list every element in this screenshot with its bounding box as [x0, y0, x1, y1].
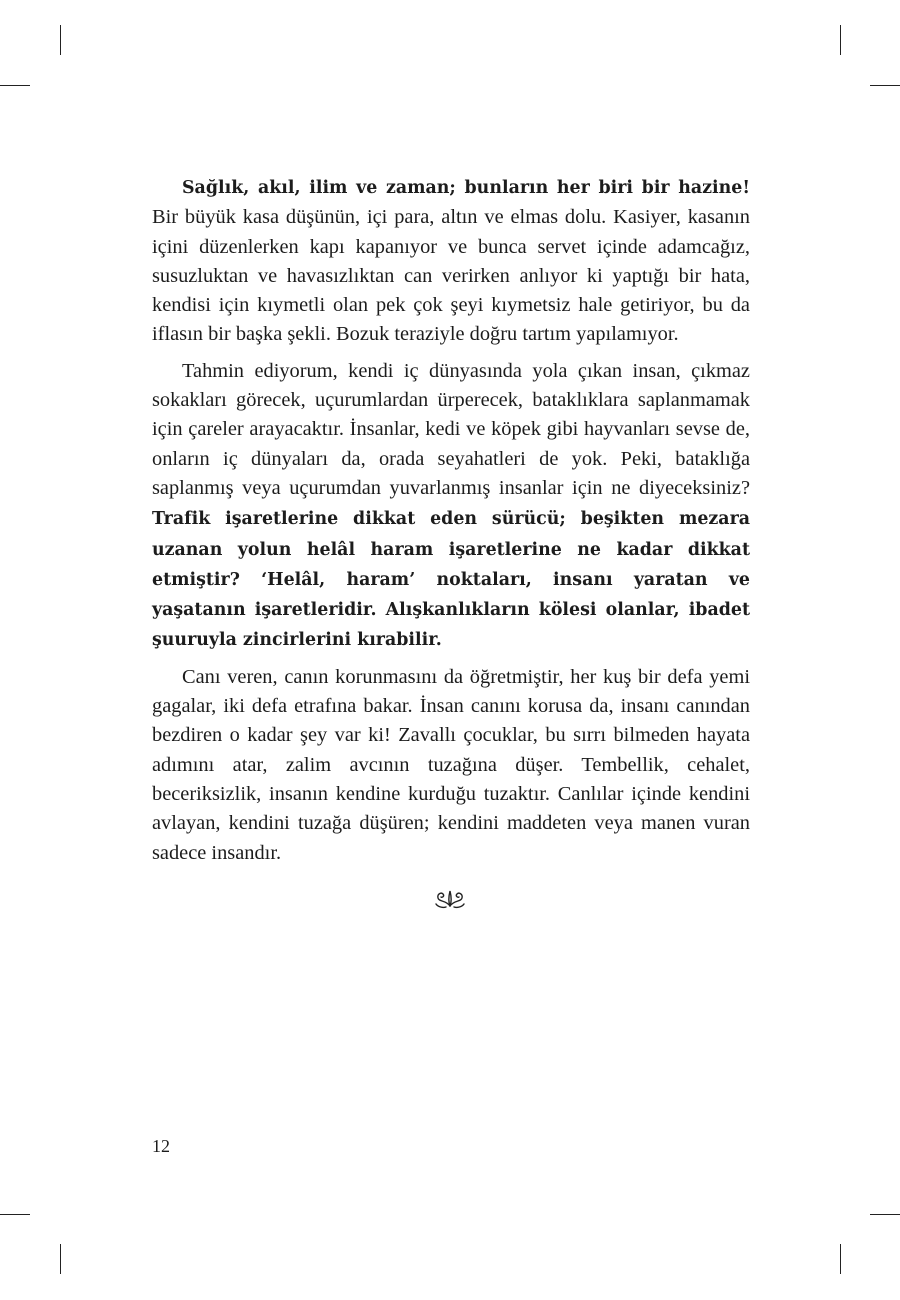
- paragraph-1: [152, 173, 750, 350]
- body-text: [152, 173, 750, 875]
- crop-mark-bottom-right-h: [870, 1214, 900, 1215]
- paragraph-2-bold-tail: Trafik işaretlerine dikkat eden sürücü; beşikten mezara uzanan yolun helâl haram işaretlerine ne kadar dikkat etmiştir? ‘Helâl, haram’ noktaları, insanı yaratan ve yaşatanın işaretleridir. Alışkanlıkların kölesi olanlar, ibadet şuuruyla zincirlerini kırabilir.: [152, 509, 750, 651]
- paragraph-3-text: Canı veren, canın korunmasını da öğretmiştir, her kuş bir defa yemi gagalar, iki defa etrafına bakar. İnsan canını korusa da, insanı canından bezdiren o kadar şey var ki! Zavallı çocuklar, bu sırrı bilmeden hayata adımını atar, zalim avcının tuzağına düşer. Tembellik, cehalet, beceriksizlik, insanın kendine kurduğu tuzaktır. Canlılar içinde kendini avlayan, kendini tuzağa düşüren; kendini maddeten veya manen vuran sadece insandır.: [152, 665, 750, 864]
- crop-mark-bottom-right: [840, 1244, 841, 1274]
- crop-mark-bottom-left: [60, 1244, 61, 1274]
- crop-mark-top-left: [60, 25, 61, 55]
- paragraph-1-bold-lead: Sağlık, akıl, ilim ve zaman; bunların her biri bir hazine!: [182, 178, 750, 198]
- paragraph-1-text: Bir büyük kasa düşünün, içi para, altın ve elmas dolu. Kasiyer, kasanın içini düzenlerken kapı kapanıyor ve bunca servet içinde adamcağız, susuzluktan ve havasızlıktan can verirken anlıyor ki yaptığı bir hata, kendisi için kıymetli olan pek çok şeyi kıymetsiz hale getiriyor, bu da iflasın bir başka şekli. Bozuk teraziyle doğru tartım yapılamıyor.: [152, 206, 750, 346]
- paragraph-2: [152, 357, 750, 656]
- crop-mark-top-left-h: [0, 85, 30, 86]
- paragraph-2-text: Tahmin ediyorum, kendi iç dünyasında yola çıkan insan, çıkmaz sokakları görecek, uçurumlardan ürperecek, bataklıklara saplanmamak için çareler arayacaktır. İnsanlar, kedi ve köpek gibi hayvanları sevse de, onların iç dünyaları da, orada seyahatleri de yok. Peki, bataklığa saplanmış veya uçurumdan yuvarlanmış insanlar için ne diyeceksiniz?: [152, 359, 750, 499]
- page-number: 12: [152, 1136, 170, 1156]
- crop-mark-top-right-h: [870, 85, 900, 86]
- crop-mark-top-right: [840, 25, 841, 55]
- crop-mark-bottom-left-h: [0, 1214, 30, 1215]
- floral-ornament-icon: [428, 886, 472, 910]
- paragraph-3: [152, 663, 750, 868]
